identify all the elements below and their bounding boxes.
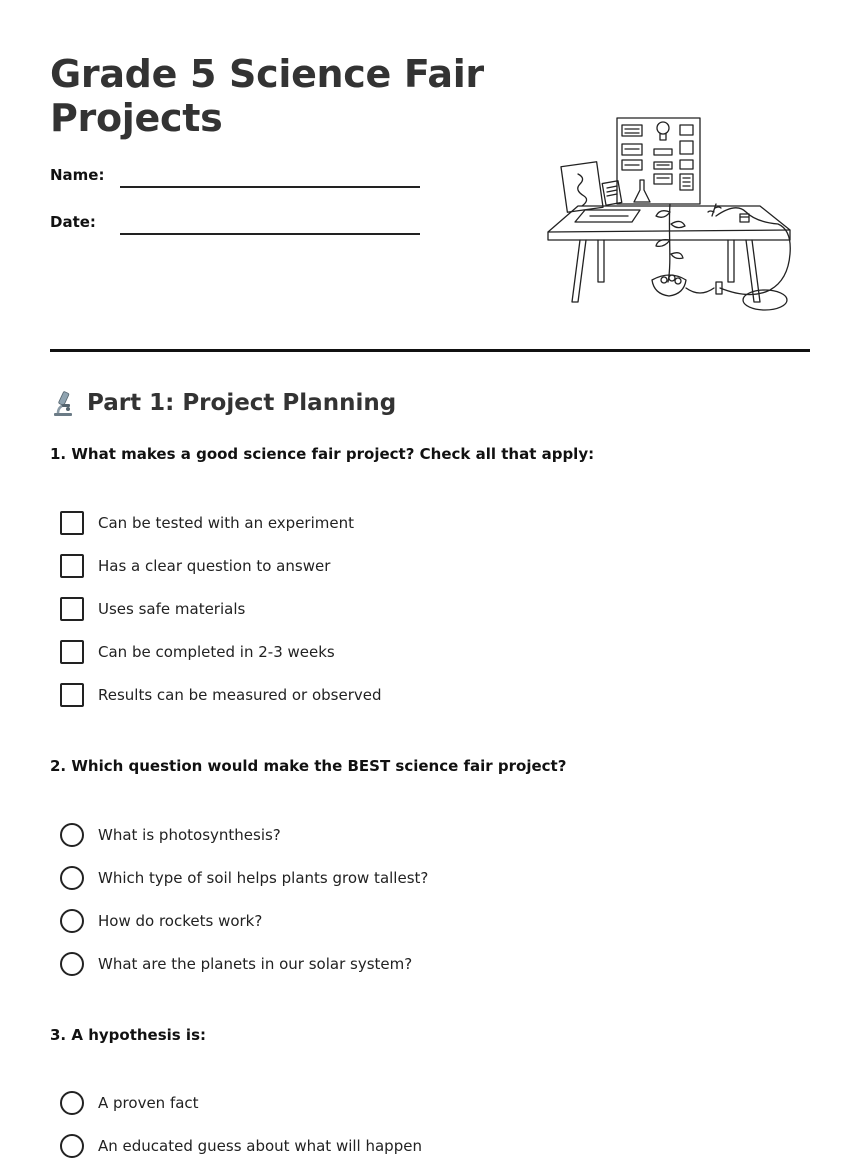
q3-option-2[interactable] <box>60 1134 422 1158</box>
radio-button[interactable] <box>60 909 84 933</box>
q1-option-3[interactable] <box>60 597 245 621</box>
option-label: Has a clear question to answer <box>98 557 331 575</box>
q2-option-2[interactable] <box>60 866 428 890</box>
name-field[interactable] <box>120 186 420 188</box>
checkbox[interactable] <box>60 511 84 535</box>
option-label: Uses safe materials <box>98 600 246 618</box>
part1-heading <box>50 389 396 417</box>
q2-option-3[interactable] <box>60 909 262 933</box>
option-label: Which type of soil helps plants grow tallest? <box>98 869 429 887</box>
science-fair-desk-illustration <box>540 112 795 312</box>
radio-button[interactable] <box>60 866 84 890</box>
option-label: How do rockets work? <box>98 912 263 930</box>
name-label: Name: <box>50 166 105 184</box>
date-field[interactable] <box>120 233 420 235</box>
radio-button[interactable] <box>60 952 84 976</box>
part1-title: Part 1: Project Planning <box>87 390 397 416</box>
option-label: An educated guess about what will happen <box>98 1137 422 1155</box>
radio-button[interactable] <box>60 1134 84 1158</box>
q1-option-1[interactable] <box>60 511 354 535</box>
radio-button[interactable] <box>60 823 84 847</box>
section-divider <box>50 349 810 352</box>
option-label: What is photosynthesis? <box>98 826 281 844</box>
checkbox[interactable] <box>60 640 84 664</box>
date-label: Date: <box>50 213 96 231</box>
checkbox[interactable] <box>60 597 84 621</box>
option-label: Results can be measured or observed <box>98 686 382 704</box>
q1-option-4[interactable] <box>60 640 335 664</box>
option-label: What are the planets in our solar system? <box>98 955 413 973</box>
radio-button[interactable] <box>60 1091 84 1115</box>
question-1-text: 1. What makes a good science fair project? Check all that apply: <box>50 445 595 463</box>
checkbox[interactable] <box>60 683 84 707</box>
option-label: A proven fact <box>98 1094 199 1112</box>
microscope-icon <box>50 389 76 417</box>
question-3-text: 3. A hypothesis is: <box>50 1026 206 1044</box>
q1-option-2[interactable] <box>60 554 330 578</box>
option-label: Can be completed in 2-3 weeks <box>98 643 335 661</box>
worksheet-title: Grade 5 Science Fair Projects <box>50 52 484 140</box>
q2-option-1[interactable] <box>60 823 281 847</box>
q3-option-1[interactable] <box>60 1091 199 1115</box>
q1-option-5[interactable] <box>60 683 382 707</box>
checkbox[interactable] <box>60 554 84 578</box>
option-label: Can be tested with an experiment <box>98 514 354 532</box>
question-2-text: 2. Which question would make the BEST science fair project? <box>50 757 567 775</box>
q2-option-4[interactable] <box>60 952 412 976</box>
